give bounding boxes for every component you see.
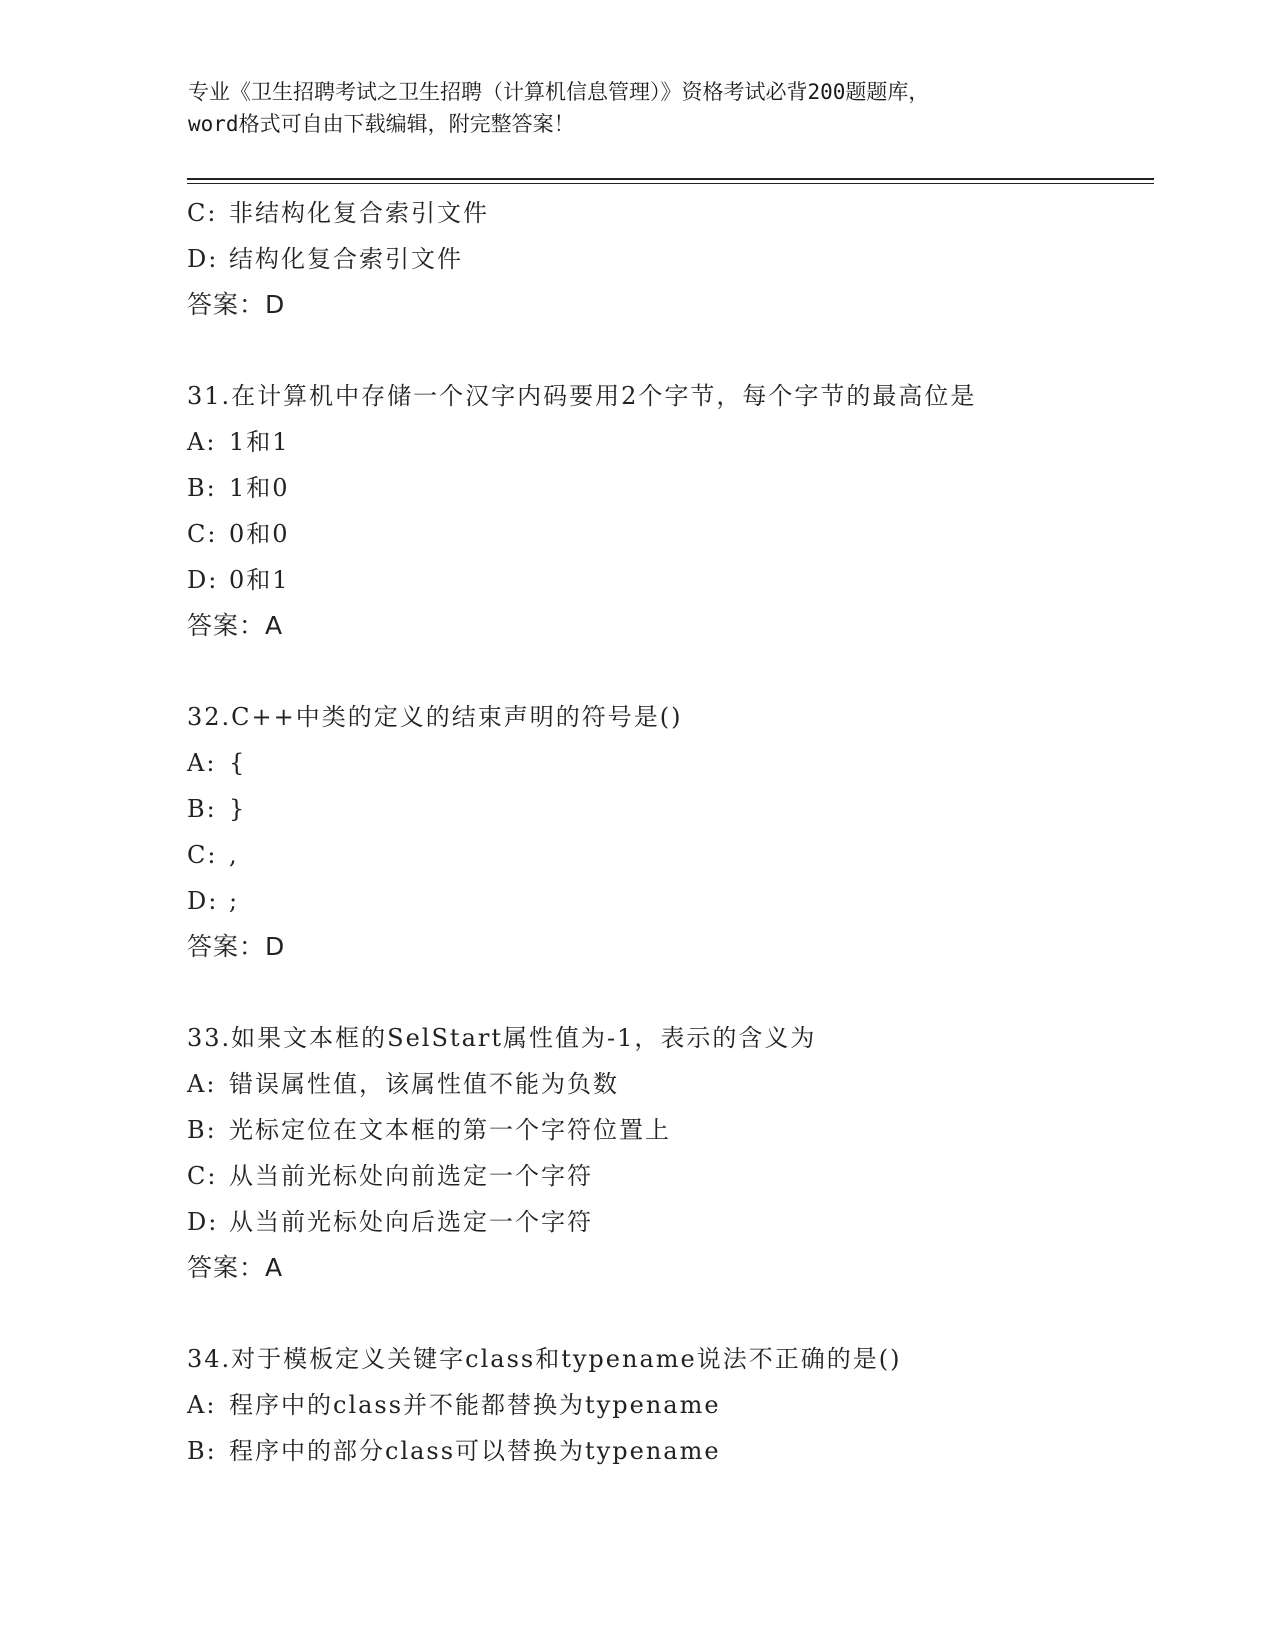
header-divider-thin xyxy=(187,183,1154,184)
spacer xyxy=(187,1291,1147,1336)
question-body xyxy=(187,190,1147,1474)
option-label: D: xyxy=(187,245,219,273)
answer-line: 答案：A xyxy=(187,611,284,640)
option-text: 结构化复合索引文件 xyxy=(229,245,463,273)
option-text: 程序中的class并不能都替换为typename xyxy=(229,1391,721,1419)
question-block-30-continued xyxy=(187,190,1147,328)
question-block-31 xyxy=(187,373,1147,649)
option-text: 1和1 xyxy=(229,428,290,456)
question-block-33 xyxy=(187,1015,1147,1291)
option-row xyxy=(187,419,1147,465)
option-label: B: xyxy=(187,474,217,502)
option-label: B: xyxy=(187,1437,217,1465)
spacer xyxy=(187,970,1147,1015)
option-row xyxy=(187,236,1147,282)
option-label: D: xyxy=(187,887,219,915)
option-label: A: xyxy=(187,428,217,456)
option-row xyxy=(187,1107,1147,1153)
option-label: A: xyxy=(187,1391,217,1419)
option-text: } xyxy=(229,795,247,823)
option-row xyxy=(187,740,1147,786)
option-row xyxy=(187,1382,1147,1428)
answer-line: 答案：D xyxy=(187,290,286,319)
question-stem: 31.在计算机中存储一个汉字内码要用2个字节，每个字节的最高位是 xyxy=(187,382,977,410)
document-header xyxy=(188,76,1088,140)
option-row xyxy=(187,1199,1147,1245)
option-text: 0和1 xyxy=(229,566,290,594)
question-block-34 xyxy=(187,1336,1147,1474)
option-row xyxy=(187,511,1147,557)
option-text: 光标定位在文本框的第一个字符位置上 xyxy=(229,1116,671,1144)
answer-line: 答案：A xyxy=(187,1253,284,1282)
question-block-32 xyxy=(187,694,1147,970)
option-text: 程序中的部分class可以替换为typename xyxy=(229,1437,721,1465)
option-label: A: xyxy=(187,1070,217,1098)
option-text: , xyxy=(229,841,239,869)
option-row xyxy=(187,878,1147,924)
option-text: 0和0 xyxy=(229,520,290,548)
option-label: B: xyxy=(187,795,217,823)
option-label: A: xyxy=(187,749,217,777)
spacer xyxy=(187,649,1147,694)
option-text: 1和0 xyxy=(229,474,290,502)
option-row xyxy=(187,832,1147,878)
option-row xyxy=(187,1061,1147,1107)
option-text: ; xyxy=(229,887,240,915)
answer-line: 答案：D xyxy=(187,932,286,961)
option-label: D: xyxy=(187,566,219,594)
option-row xyxy=(187,1153,1147,1199)
option-text: 非结构化复合索引文件 xyxy=(229,199,489,227)
question-stem: 33.如果文本框的SelStart属性值为-1，表示的含义为 xyxy=(187,1024,817,1052)
option-text: 错误属性值，该属性值不能为负数 xyxy=(229,1070,619,1098)
spacer xyxy=(187,328,1147,373)
option-label: B: xyxy=(187,1116,217,1144)
option-text: 从当前光标处向后选定一个字符 xyxy=(229,1208,593,1236)
header-line-2: word格式可自由下载编辑，附完整答案！ xyxy=(188,112,575,136)
option-label: C: xyxy=(187,520,218,548)
option-text: { xyxy=(229,749,247,777)
option-label: C: xyxy=(187,1162,218,1190)
option-text: 从当前光标处向前选定一个字符 xyxy=(229,1162,593,1190)
option-label: C: xyxy=(187,199,218,227)
question-stem: 34.对于模板定义关键字class和typename说法不正确的是() xyxy=(187,1345,902,1373)
option-row xyxy=(187,557,1147,603)
option-label: C: xyxy=(187,841,218,869)
option-row xyxy=(187,465,1147,511)
header-divider-thick xyxy=(187,178,1154,180)
option-row xyxy=(187,786,1147,832)
option-row xyxy=(187,190,1147,236)
option-row xyxy=(187,1428,1147,1474)
question-stem: 32.C++中类的定义的结束声明的符号是() xyxy=(187,703,683,731)
header-line-1: 专业《卫生招聘考试之卫生招聘（计算机信息管理）》资格考试必背200题题库， xyxy=(188,80,930,104)
option-label: D: xyxy=(187,1208,219,1236)
